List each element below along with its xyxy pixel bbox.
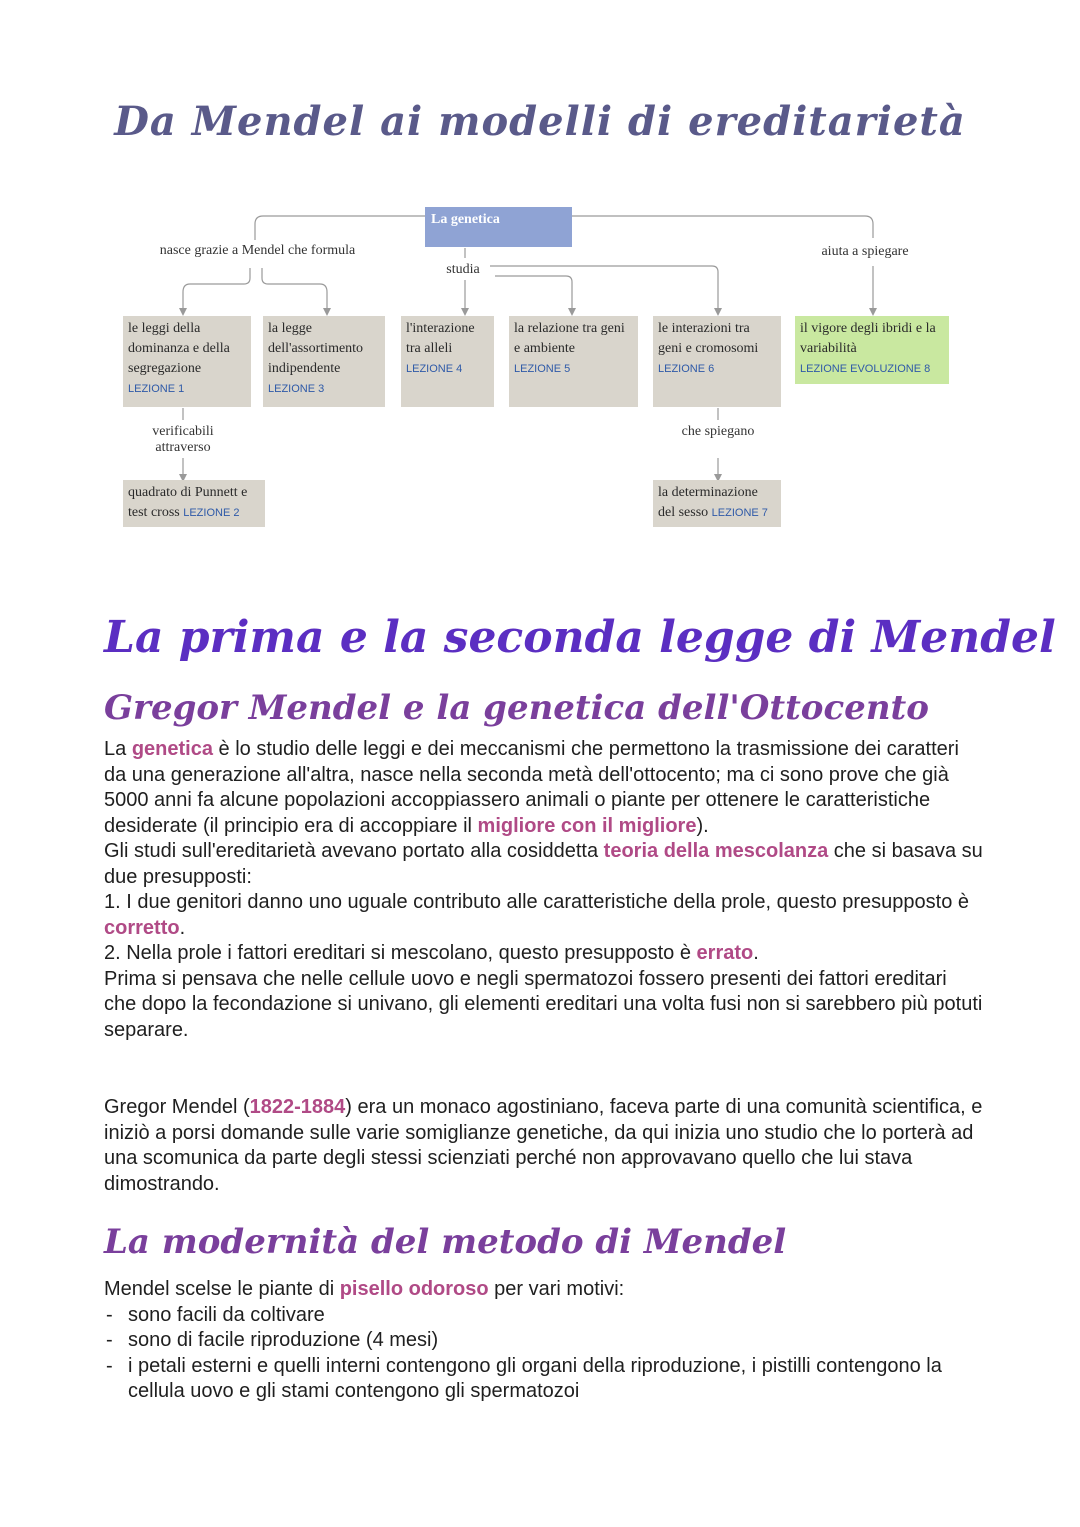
label-verify: verificabili attraverso <box>152 424 214 455</box>
main-heading: La prima e la seconda legge di Mendel <box>104 612 1056 663</box>
highlight: migliore con il migliore <box>477 814 697 837</box>
highlight: genetica <box>131 738 213 760</box>
concept-box-text: le leggi della dominanza e della segregazione <box>128 321 230 376</box>
lesson-tag: LEZIONE EVOLUZIONE 8 <box>800 363 931 375</box>
highlight: 1822-1884 <box>249 1096 346 1118</box>
concept-map <box>0 0 1080 560</box>
highlight: teoria della mescolanza <box>603 840 829 862</box>
paragraph-gregor: Gregor Mendel (1822-1884) era un monaco agostiniano, faceva parte di una comunità scientifica, e iniziò a porsi domande sulle varie somiglianze genetiche, da qui inizia uno studio che lo porterà ad una scomunica da parte degli stessi scienziati perché non approvavano quello che lui stava dimostrando. <box>104 1096 983 1195</box>
section-ottocento-body <box>104 737 984 1043</box>
concept-box-text: le interazioni tra geni e cromosomi <box>658 321 759 356</box>
concept-box-assortimento <box>263 316 385 407</box>
concept-root: La genetica <box>425 207 572 247</box>
concept-box-text: il vigore degli ibridi e la variabilità <box>800 321 936 356</box>
label-mid: studia <box>446 262 480 277</box>
highlight: corretto <box>104 916 180 939</box>
section-metodo-body <box>104 1277 984 1405</box>
lesson-tag: LEZIONE 1 <box>128 383 185 395</box>
section-heading-ottocento: Gregor Mendel e la genetica dell'Ottocento <box>104 688 929 728</box>
paragraph-presupposto-1: 1. I due genitori danno uno uguale contributo alle caratteristiche della prole, questo presupposto è corretto. <box>104 891 970 939</box>
concept-box-text: l'interazione tra alleli <box>406 321 475 356</box>
list-item: - sono di facile riproduzione (4 mesi) <box>104 1328 984 1354</box>
concept-box-punnett <box>123 480 265 527</box>
concept-box-ambiente <box>509 316 638 407</box>
concept-box-sesso <box>653 480 781 527</box>
lesson-tag: LEZIONE 5 <box>514 363 571 375</box>
paragraph-pisello: Mendel scelse le piante di pisello odoroso per vari motivi: <box>104 1278 625 1300</box>
concept-box-text: la relazione tra geni e ambiente <box>514 321 625 356</box>
reasons-list <box>104 1303 984 1405</box>
paragraph-genetica: La genetica è lo studio delle leggi e dei meccanismi che permettono la trasmissione dei caratteri da una generazione all'altra, nasce nella seconda metà dell'ottocento; ma ci sono prove che già 5000 anni fa alcune popolazioni accoppiassero animali o piante per ottenere le caratteristiche desiderate (il principio era di accoppiare il migliore con il migliore). <box>104 738 959 837</box>
highlight: errato <box>696 942 754 964</box>
label-explain: che spiegano <box>681 424 755 439</box>
section-heading-metodo: La modernità del metodo di Mendel <box>104 1222 787 1262</box>
concept-box-dominanza <box>123 316 251 407</box>
page-title: Da Mendel ai modelli di ereditarietà <box>114 98 966 145</box>
concept-box-text: la determinazione del sesso <box>658 485 758 520</box>
label-right: aiuta a spiegare <box>821 244 909 259</box>
paragraph-mescolanza: Gli studi sull'ereditarietà avevano portato alla cosiddetta teoria della mescolanza che si basava su due presupposti: <box>104 840 983 888</box>
lesson-tag: LEZIONE 6 <box>658 363 715 375</box>
list-item: - i petali esterni e quelli interni contengono gli organi della riproduzione, i pistilli contengono la cellula uovo e gli stami contengono gli spermatozoi <box>104 1354 984 1405</box>
paragraph-fattori: Prima si pensava che nelle cellule uovo e negli spermatozoi fossero presenti dei fattori ereditari che dopo la fecondazione si univano, gli elementi ereditari una volta fusi non si sarebbero più potuti separare. <box>104 967 983 1041</box>
lesson-tag: LEZIONE 3 <box>268 383 325 395</box>
lesson-tag: LEZIONE 7 <box>711 507 768 519</box>
concept-box-text: la legge dell'assortimento indipendente <box>268 321 364 376</box>
list-item: - sono facili da coltivare <box>104 1303 984 1329</box>
label-left: nasce grazie a Mendel che formula <box>159 243 356 258</box>
concept-map-connectors <box>0 0 1080 560</box>
concept-box-ibridi <box>795 316 949 384</box>
highlight: pisello odoroso <box>339 1278 489 1300</box>
concept-box-text: quadrato di Punnett e test cross <box>128 485 248 520</box>
concept-box-cromosomi <box>653 316 781 407</box>
lesson-tag: LEZIONE 2 <box>183 507 240 519</box>
paragraph-presupposto-2: 2. Nella prole i fattori ereditari si mescolano, questo presupposto è errato. <box>104 942 759 964</box>
concept-box-alleli <box>401 316 494 407</box>
lesson-tag: LEZIONE 4 <box>406 363 463 375</box>
